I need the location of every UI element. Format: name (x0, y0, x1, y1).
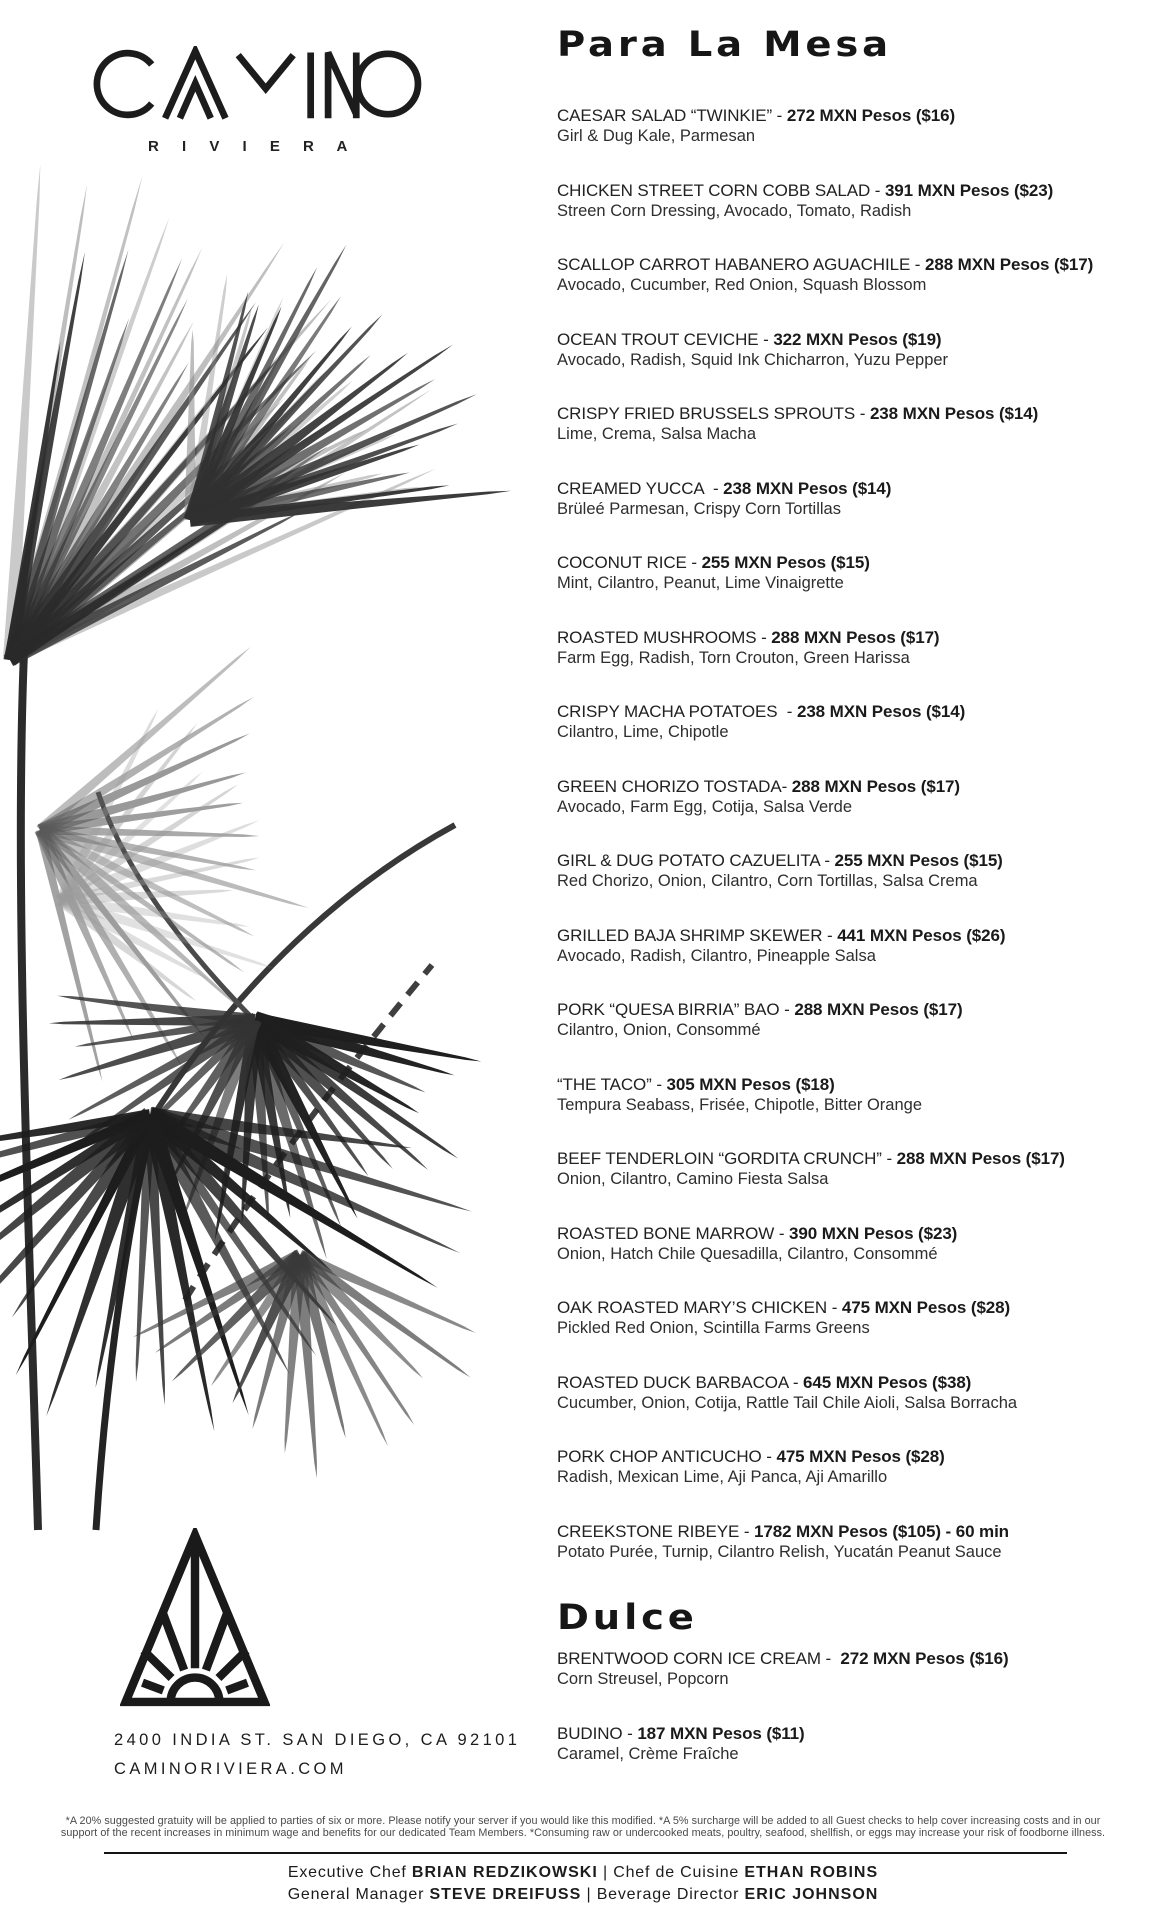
menu-item (557, 329, 1157, 371)
item-description: Corn Streusel, Popcorn (557, 1670, 729, 1688)
menu-item (557, 1446, 1157, 1488)
item-description: Onion, Cilantro, Camino Fiesta Salsa (557, 1170, 829, 1188)
item-price: 238 MXN Pesos ($14) (869, 404, 1039, 423)
item-description: Avocado, Farm Egg, Cotija, Salsa Verde (557, 797, 853, 816)
menu-item (557, 1148, 1157, 1190)
menu-item (557, 776, 1157, 818)
staff-credits (0, 1862, 1166, 1905)
item-description: Girl & Dug Kale, Parmesan (557, 127, 756, 145)
item-price: 288 MXN Pesos ($17) (791, 776, 960, 796)
credits-line-2: General Manager STEVE DREIFUSS | Beverage Director ERIC JOHNSON (287, 1885, 879, 1903)
camino-logo (90, 46, 422, 122)
item-price: 255 MXN Pesos ($15) (834, 851, 1003, 870)
section-title-para-la-mesa: Para La Mesa (557, 25, 892, 65)
item-title (557, 925, 1157, 946)
item-name: ROASTED MUSHROOMS - (557, 627, 772, 647)
item-price: 391 MXN Pesos ($23) (884, 180, 1054, 200)
item-price: 305 MXN Pesos ($18) (666, 1074, 835, 1094)
fine-print (0, 1816, 1166, 1840)
item-title (557, 1723, 1157, 1744)
dulce-items (557, 1648, 1157, 1765)
menu-item (557, 850, 1157, 892)
item-price: 645 MXN Pesos ($38) (803, 1372, 972, 1392)
item-price: 288 MXN Pesos ($17) (925, 255, 1094, 274)
item-name: CHICKEN STREET CORN COBB SALAD - (557, 180, 885, 200)
item-title (557, 180, 1157, 201)
item-description: Tempura Seabass, Frisée, Chipotle, Bitter Orange (557, 1095, 923, 1114)
item-title (557, 1648, 1157, 1669)
item-description: Pickled Red Onion, Scintilla Farms Greens (557, 1319, 870, 1337)
menu-item (557, 1223, 1157, 1265)
item-title (557, 1223, 1157, 1244)
item-title (557, 105, 1157, 126)
item-title (557, 1148, 1157, 1169)
item-description: Potato Purée, Turnip, Cilantro Relish, Yucatán Peanut Sauce (557, 1542, 1002, 1561)
item-price: 288 MXN Pesos ($17) (794, 1000, 963, 1019)
item-name: CRISPY MACHA POTATOES - (557, 702, 797, 721)
address-block (114, 1726, 520, 1784)
item-title (557, 478, 1157, 499)
item-name: GIRL & DUG POTATO CAZUELITA - (557, 851, 835, 870)
menu-item (557, 627, 1157, 669)
item-description: Avocado, Radish, Cilantro, Pineapple Salsa (557, 946, 876, 965)
menu-item (557, 105, 1157, 147)
item-description: Mint, Cilantro, Peanut, Lime Vinaigrette (557, 574, 844, 592)
menu-item (557, 925, 1157, 967)
item-title (557, 1074, 1157, 1095)
item-description: Radish, Mexican Lime, Aji Panca, Aji Amarillo (557, 1468, 888, 1486)
item-name: ROASTED DUCK BARBACOA - (557, 1372, 804, 1392)
logo-letter-o (358, 54, 418, 114)
footer-divider (104, 1852, 1067, 1854)
item-name: GREEN CHORIZO TOSTADA- (557, 776, 792, 796)
item-description: Farm Egg, Radish, Torn Crouton, Green Harissa (557, 648, 910, 667)
item-description: Red Chorizo, Onion, Cilantro, Corn Tortillas, Salsa Crema (557, 872, 978, 890)
item-price: 475 MXN Pesos ($28) (841, 1298, 1011, 1317)
logo-letter-n (328, 52, 356, 118)
item-name: “THE TACO” - (557, 1074, 667, 1094)
item-title (557, 403, 1157, 424)
menu-item (557, 1372, 1157, 1414)
item-description: Lime, Crema, Salsa Macha (557, 425, 756, 443)
item-price: 390 MXN Pesos ($23) (789, 1223, 958, 1243)
disclaimer-line-1: *A 20% suggested gratuity will be applied to parties of six or more. Please notify your server if you would like this modified. *A 5% surcharge will be added to all Guest checks to help cover increasing costs and in our (65, 1815, 1101, 1827)
item-description: Cucumber, Onion, Cotija, Rattle Tail Chile Aioli, Salsa Borracha (557, 1393, 1018, 1412)
menu-item (557, 552, 1157, 594)
item-name: CREEKSTONE RIBEYE - (557, 1521, 755, 1541)
item-name: BRENTWOOD CORN ICE CREAM - (557, 1649, 841, 1668)
item-description: Onion, Hatch Chile Quesadilla, Cilantro, Consommé (557, 1244, 938, 1263)
street-address: 2400 INDIA ST. SAN DIEGO, CA 92101 (114, 1731, 521, 1749)
menu-item (557, 999, 1157, 1041)
item-name: CAESAR SALAD “TWINKIE” - (557, 106, 787, 125)
item-price: 187 MXN Pesos ($11) (637, 1723, 805, 1743)
menu-item (557, 1074, 1157, 1116)
menu-item (557, 1648, 1157, 1690)
item-title (557, 552, 1157, 573)
item-title (557, 850, 1157, 871)
item-description: Streen Corn Dressing, Avocado, Tomato, Radish (557, 201, 912, 220)
item-name: ROASTED BONE MARROW - (557, 1223, 790, 1243)
item-name: PORK “QUESA BIRRIA” BAO - (557, 1000, 795, 1019)
item-title (557, 1372, 1157, 1393)
item-name: PORK CHOP ANTICUCHO - (557, 1447, 777, 1466)
item-name: COCONUT RICE - (557, 553, 702, 572)
sun-triangle-icon (120, 1528, 270, 1709)
item-name: SCALLOP CARROT HABANERO AGUACHILE - (557, 255, 925, 274)
logo-letter-m (238, 55, 293, 89)
item-title (557, 701, 1157, 722)
para-la-mesa-items (557, 105, 1157, 1563)
menu-item (557, 1521, 1157, 1563)
item-title (557, 329, 1157, 350)
menu-item (557, 403, 1157, 445)
menu-item (557, 701, 1157, 743)
item-description: Brüleé Parmesan, Crispy Corn Tortillas (557, 499, 841, 518)
item-title (557, 776, 1157, 797)
menu-item (557, 1723, 1157, 1765)
item-title (557, 1297, 1157, 1318)
item-price: 272 MXN Pesos ($16) (840, 1649, 1009, 1668)
item-price: 288 MXN Pesos ($17) (896, 1149, 1065, 1168)
menu-item (557, 254, 1157, 296)
item-description: Cilantro, Lime, Chipotle (557, 723, 729, 741)
item-name: BEEF TENDERLOIN “GORDITA CRUNCH” - (557, 1149, 897, 1168)
item-title (557, 254, 1157, 275)
logo-riviera-text: R I V I E R A (148, 138, 357, 155)
item-price: 288 MXN Pesos ($17) (771, 627, 940, 647)
item-description: Caramel, Crème Fraîche (557, 1744, 739, 1763)
item-name: CREAMED YUCCA - (557, 478, 724, 498)
item-description: Cilantro, Onion, Consommé (557, 1021, 761, 1039)
menu-column (557, 22, 1157, 1797)
item-price: 238 MXN Pesos ($14) (723, 478, 892, 498)
item-title (557, 1521, 1157, 1542)
item-price: 272 MXN Pesos ($16) (786, 106, 956, 125)
item-name: GRILLED BAJA SHRIMP SKEWER - (557, 925, 838, 945)
item-name: OAK ROASTED MARY’S CHICKEN - (557, 1298, 842, 1317)
item-price: 255 MXN Pesos ($15) (701, 553, 870, 572)
item-price: 1782 MXN Pesos ($105) - 60 min (754, 1521, 1009, 1541)
credits-line-1: Executive Chef BRIAN REDZIKOWSKI | Chef de Cuisine ETHAN ROBINS (287, 1864, 879, 1881)
section-title-dulce: Dulce (557, 1598, 698, 1638)
item-price: 475 MXN Pesos ($28) (776, 1447, 945, 1466)
item-price: 322 MXN Pesos ($19) (773, 329, 942, 349)
menu-item (557, 1297, 1157, 1339)
item-title (557, 627, 1157, 648)
item-title (557, 1446, 1157, 1467)
item-name: CRISPY FRIED BRUSSELS SPROUTS - (557, 404, 870, 423)
item-title (557, 999, 1157, 1020)
menu-item (557, 180, 1157, 222)
item-description: Avocado, Cucumber, Red Onion, Squash Blossom (557, 276, 927, 294)
item-price: 238 MXN Pesos ($14) (796, 702, 966, 721)
website-url: CAMINORIVIERA.COM (114, 1760, 347, 1778)
logo-letter-a-inner (180, 83, 211, 118)
item-name: BUDINO - (557, 1723, 638, 1743)
logo-letter-c (97, 53, 152, 115)
item-description: Avocado, Radish, Squid Ink Chicharron, Yuzu Pepper (557, 350, 949, 369)
menu-item (557, 478, 1157, 520)
item-price: 441 MXN Pesos ($26) (837, 925, 1006, 945)
disclaimer-line-2: support of the recent increases in minimum wage and benefits for our dedicated Team Members. *Consuming raw or undercooked meats, poultry, seafood, shellfish, or eggs may increase your risk of foodborne illness. (60, 1826, 1106, 1839)
item-name: OCEAN TROUT CEVICHE - (557, 329, 774, 349)
